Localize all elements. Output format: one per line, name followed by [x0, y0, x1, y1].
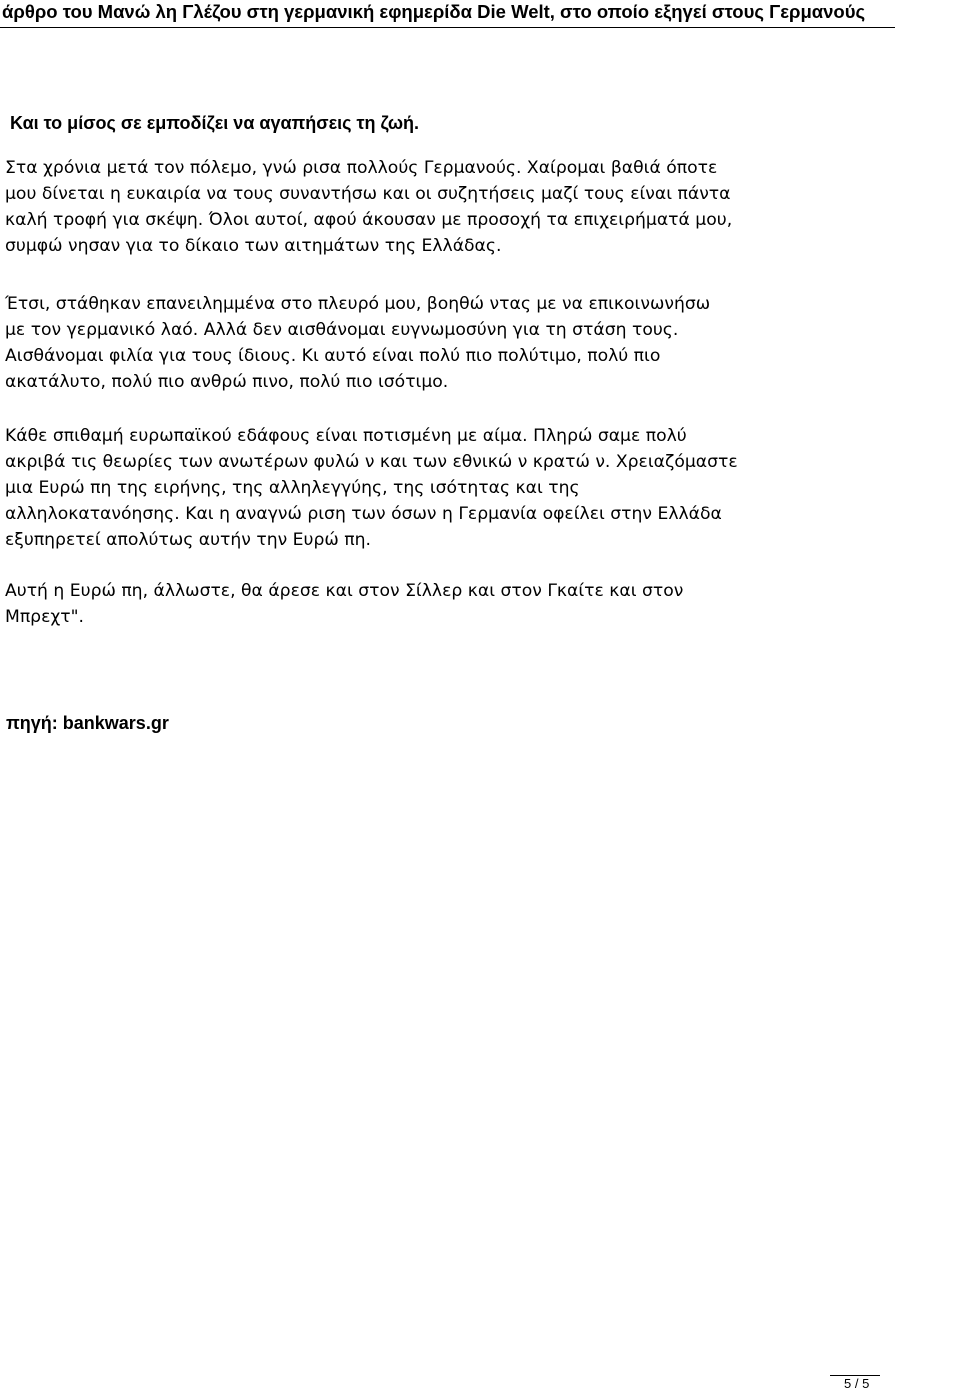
source-credit: πηγή: bankwars.gr	[6, 713, 169, 733]
paragraph-line: ακριβά τις θεωρίες των ανωτέρων φυλώ ν και των εθνικώ ν κρατώ ν. Χρειαζόμαστε	[5, 452, 738, 472]
paragraph-line: συμφώ νησαν για το δίκαιο των αιτημάτων της Ελλάδας.	[5, 236, 502, 256]
paragraph-line: με τον γερμανικό λαό. Αλλά δεν αισθάνομαι ευγνωμοσύνη για τη στάση τους.	[5, 320, 679, 340]
paragraph-line: Έτσι, στάθηκαν επανειλημμένα στο πλευρό μου, βοηθώ ντας με να επικοινωνήσω	[5, 294, 711, 314]
paragraph-line: Στα χρόνια μετά τον πόλεμο, γνώ ρισα πολλούς Γερμανούς. Χαίρομαι βαθιά όποτε	[5, 158, 718, 178]
paragraph-line: Μπρεχτ".	[5, 607, 85, 627]
paragraph-line: καλή τροφή για σκέψη. Όλοι αυτοί, αφού άκουσαν με προσοχή τα επιχειρήματά μου,	[5, 210, 733, 230]
paragraph-1	[5, 155, 900, 259]
page-number: 5 / 5	[844, 1376, 870, 1391]
paragraph-line: εξυπηρετεί απολύτως αυτήν την Ευρώ πη.	[5, 530, 371, 550]
paragraph-line: Αισθάνομαι φιλία για τους ίδιους. Κι αυτό είναι πολύ πιο πολύτιμο, πολύ πιο	[5, 346, 661, 366]
paragraph-2	[5, 291, 900, 395]
paragraph-line: Κάθε σπιθαμή ευρωπαϊκού εδάφους είναι ποτισμένη με αίμα. Πληρώ σαμε πολύ	[5, 426, 687, 446]
opening-sentence: Και το μίσος σε εμποδίζει να αγαπήσεις τη ζωή.	[10, 113, 420, 133]
paragraph-line: μια Ευρώ πη της ειρήνης, της αλληλεγγύης, της ισότητας και της	[5, 478, 580, 498]
paragraph-line: ακατάλυτο, πολύ πιο ανθρώ πινο, πολύ πιο ισότιμο.	[5, 372, 449, 392]
paragraph-line: αλληλοκατανόησης. Και η αναγνώ ριση των όσων η Γερμανία οφείλει στην Ελλάδα	[5, 504, 722, 524]
paragraph-3	[5, 423, 900, 553]
paragraph-4	[5, 578, 900, 630]
header-divider	[0, 27, 895, 28]
paragraph-line: Αυτή η Ευρώ πη, άλλωστε, θα άρεσε και στον Σίλλερ και στον Γκαίτε και στον	[5, 581, 684, 601]
paragraph-line: μου δίνεται η ευκαιρία να τους συναντήσω και οι συζητήσεις μαζί τους είναι πάντα	[5, 184, 731, 204]
page-header-title: άρθρο του Μανώ λη Γλέζου στη γερμανική εφημερίδα Die Welt, στο οποίο εξηγεί στους Γερμανούς	[2, 1, 866, 22]
